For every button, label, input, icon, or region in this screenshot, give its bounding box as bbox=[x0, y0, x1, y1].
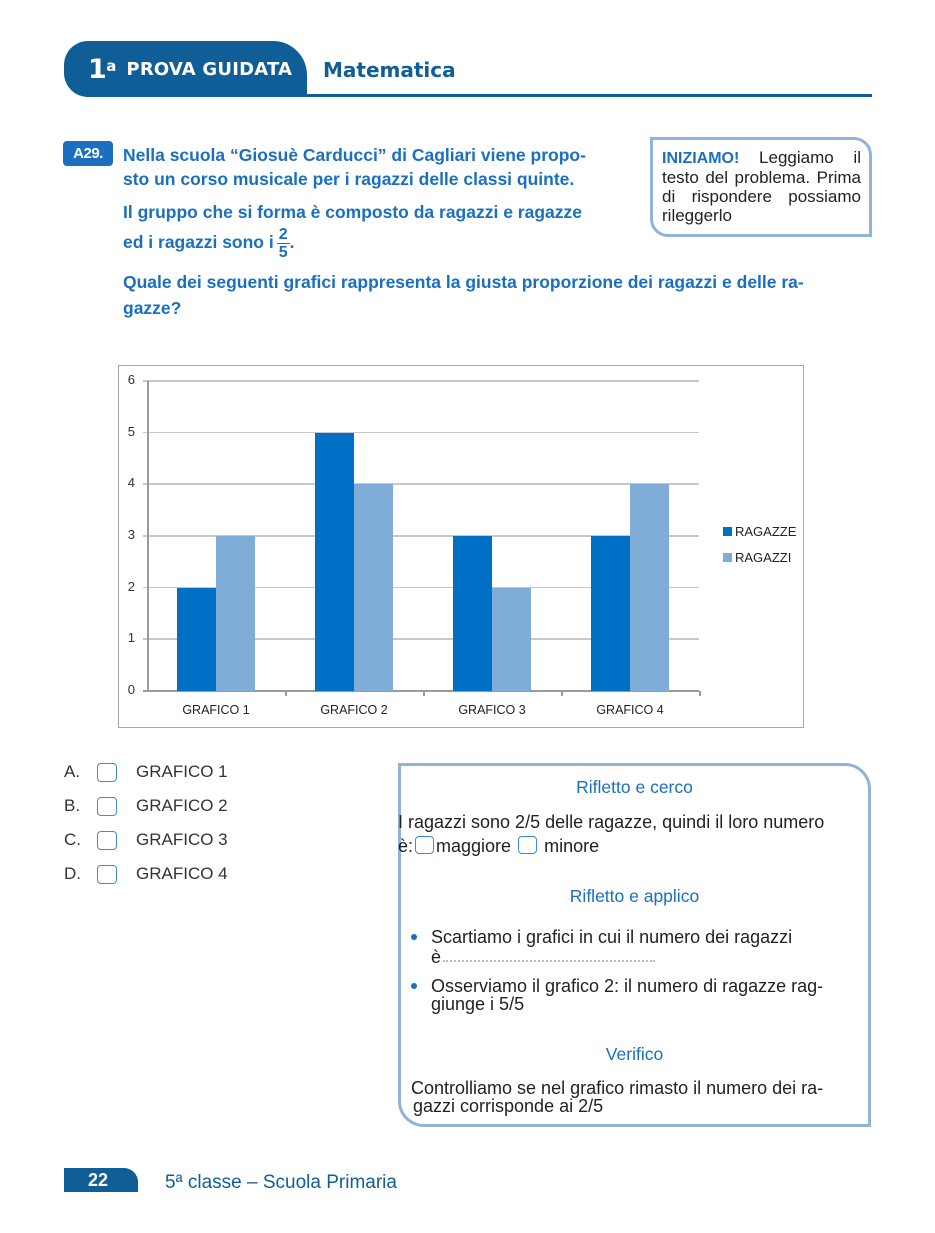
section-title-cerco: Rifletto e cerco bbox=[576, 777, 693, 797]
bullet-2-line-2: giunge i 5/5 bbox=[431, 994, 525, 1014]
bar-ragazzi bbox=[354, 484, 393, 691]
section-title-verifico: Verifico bbox=[605, 1044, 664, 1064]
y-tick-label: 1 bbox=[127, 630, 135, 646]
fraction-denominator: 5 bbox=[278, 244, 288, 261]
option-label: GRAFICO 3 bbox=[136, 830, 228, 849]
subject-title: Matematica bbox=[323, 58, 456, 82]
bullet-1-e: è bbox=[431, 947, 442, 967]
section-title-applico: Rifletto e applico bbox=[569, 886, 700, 906]
option-label: GRAFICO 4 bbox=[136, 864, 228, 883]
y-tick-label: 5 bbox=[127, 423, 135, 439]
bar-ragazzi bbox=[216, 536, 255, 691]
x-tick-label: GRAFICO 2 bbox=[320, 703, 388, 717]
option-a[interactable] bbox=[64, 762, 228, 782]
option-d[interactable] bbox=[64, 864, 228, 884]
x-tick-label: GRAFICO 3 bbox=[458, 703, 526, 717]
test-label: PROVA GUIDATA bbox=[126, 58, 293, 80]
y-axis bbox=[147, 381, 149, 691]
bullet-dot bbox=[411, 983, 417, 989]
bar-ragazze bbox=[591, 536, 630, 691]
test-title-tab bbox=[64, 41, 307, 97]
cerco-prefix: è: bbox=[398, 836, 414, 856]
hint-box bbox=[650, 137, 872, 237]
option-letter: A. bbox=[64, 762, 81, 781]
gridline bbox=[143, 380, 699, 382]
bullet-1-line-2 bbox=[431, 947, 866, 967]
choice-minore: minore bbox=[544, 836, 600, 856]
option-letter: C. bbox=[64, 830, 81, 849]
bullet-1-line-1: Scartiamo i grafici in cui il numero dei ragazzi bbox=[431, 927, 793, 947]
cerco-line-2 bbox=[398, 836, 863, 856]
option-letter: D. bbox=[64, 864, 81, 883]
question-line-4-text: ed i ragazzi sono i bbox=[123, 232, 274, 253]
option-checkbox[interactable] bbox=[97, 763, 117, 782]
verifico-line-2: gazzi corrisponde ai 2/5 bbox=[413, 1096, 604, 1116]
bullet-1 bbox=[411, 927, 866, 967]
option-letter: B. bbox=[64, 796, 81, 815]
x-tick bbox=[285, 691, 287, 696]
gridline bbox=[143, 432, 699, 434]
question-line-1: Nella scuola “Giosuè Carducci” di Cagliari viene propo- bbox=[123, 145, 586, 165]
verifico-line-1: Controlliamo se nel grafico rimasto il numero dei ra- bbox=[411, 1078, 824, 1098]
minore-checkbox[interactable] bbox=[518, 836, 537, 854]
y-tick-label: 4 bbox=[127, 475, 135, 491]
option-c[interactable] bbox=[64, 830, 228, 850]
test-number: 1 bbox=[88, 53, 107, 85]
bar-ragazze bbox=[453, 536, 492, 691]
option-b[interactable] bbox=[64, 796, 228, 816]
y-tick-label: 3 bbox=[127, 527, 135, 542]
bar-ragazzi bbox=[630, 484, 669, 691]
header-divider bbox=[300, 94, 872, 97]
bar-chart bbox=[118, 365, 804, 728]
x-tick-label: GRAFICO 4 bbox=[596, 703, 664, 717]
option-checkbox[interactable] bbox=[97, 831, 117, 850]
choice-maggiore: maggiore bbox=[436, 836, 512, 856]
y-tick-label: 2 bbox=[127, 578, 135, 594]
x-tick-label: GRAFICO 1 bbox=[182, 703, 250, 717]
bullet-2 bbox=[411, 976, 866, 1013]
bullet-dot bbox=[411, 934, 417, 940]
legend-label: RAGAZZI bbox=[735, 550, 792, 565]
hint-text: Leggiamo il testo del problema. Prima di rispondere possiamo rileggerlo bbox=[662, 148, 861, 225]
fill-in-blank[interactable] bbox=[443, 960, 655, 962]
test-ordinal: a bbox=[106, 57, 117, 75]
fraction-numerator: 2 bbox=[278, 226, 288, 243]
legend-swatch bbox=[723, 553, 732, 562]
question-id-badge: A29. bbox=[63, 141, 113, 166]
y-tick-label: 6 bbox=[127, 372, 135, 387]
question-line-3: Il gruppo che si forma è composto da ragazzi e ragazze bbox=[123, 202, 582, 222]
gridline bbox=[143, 483, 699, 485]
legend-item-ragazzi bbox=[723, 550, 791, 565]
sentence-period: . bbox=[289, 232, 295, 253]
reflection-box bbox=[398, 763, 871, 1127]
question-line-4 bbox=[123, 226, 295, 261]
bar-ragazze bbox=[315, 433, 354, 691]
footer-text: 5ª classe – Scuola Primaria bbox=[165, 1172, 397, 1193]
option-label: GRAFICO 1 bbox=[136, 762, 228, 781]
cerco-line-1: I ragazzi sono 2/5 delle ragazze, quindi il loro numero bbox=[398, 812, 825, 832]
option-label: GRAFICO 2 bbox=[136, 796, 228, 815]
bar-ragazze bbox=[177, 588, 216, 691]
x-tick bbox=[561, 691, 563, 696]
prompt-line-1: Quale dei seguenti grafici rappresenta la giusta proporzione dei ragazzi e delle ra- bbox=[123, 272, 804, 292]
bar-ragazzi bbox=[492, 588, 531, 691]
x-tick bbox=[423, 691, 425, 696]
hint-title: INIZIAMO! bbox=[662, 150, 740, 167]
fraction bbox=[277, 226, 290, 261]
maggiore-checkbox[interactable] bbox=[415, 836, 434, 854]
legend-label: RAGAZZE bbox=[735, 524, 797, 539]
option-checkbox[interactable] bbox=[97, 865, 117, 884]
option-checkbox[interactable] bbox=[97, 797, 117, 816]
bullet-2-line-1: Osserviamo il grafico 2: il numero di ragazze rag- bbox=[431, 976, 824, 996]
legend-item-ragazze bbox=[723, 524, 796, 539]
x-tick bbox=[699, 691, 701, 696]
prompt-line-2: gazze? bbox=[123, 298, 182, 318]
legend-swatch bbox=[723, 527, 732, 536]
page-number: 22 bbox=[64, 1168, 138, 1192]
question-line-2: sto un corso musicale per i ragazzi delle classi quinte. bbox=[123, 169, 575, 189]
y-tick-label: 0 bbox=[127, 682, 135, 697]
